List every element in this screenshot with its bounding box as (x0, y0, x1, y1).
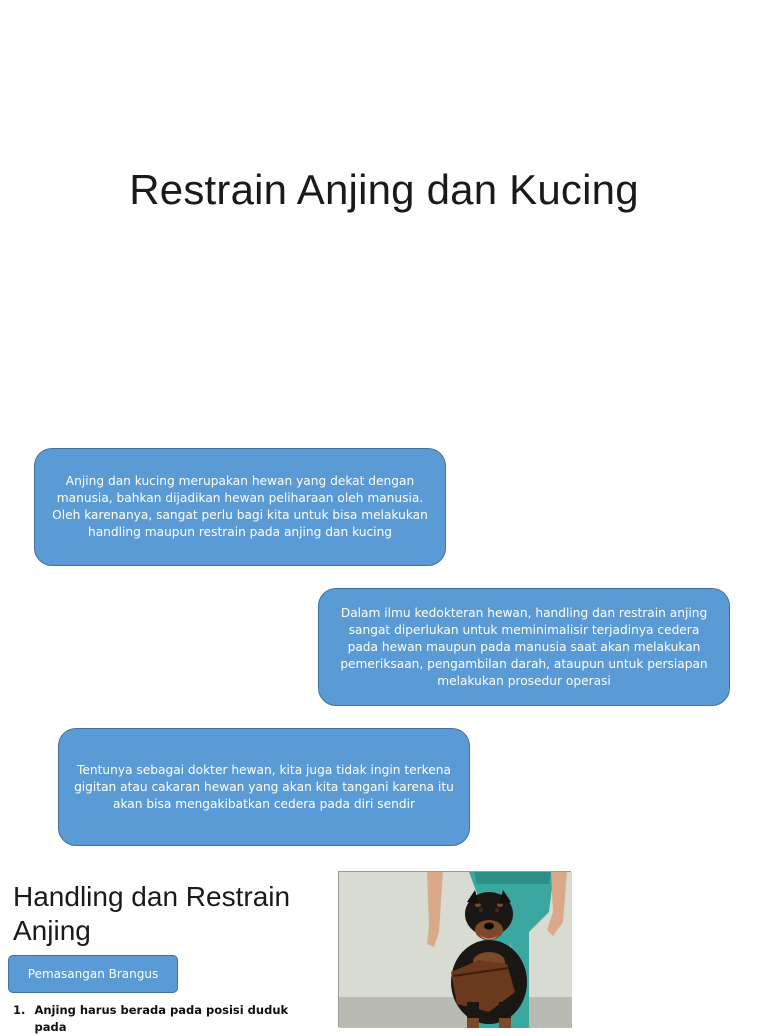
section-heading: Handling dan Restrain Anjing (13, 881, 291, 946)
info-box-2-text: Dalam ilmu kedokteran hewan, handling dan restrain anjing sangat diperlukan untuk meminimalisir terjadinya cedera pada hewan maupun pada manusia saat akan melakukan pemeriksaan, pengambilan darah, ataupun untuk persiapan melakukan prosedur operasi (340, 605, 708, 688)
dog-photo-icon (339, 872, 572, 1028)
brangus-button-label: Pemasangan Brangus (27, 967, 159, 981)
dog-photo (338, 871, 571, 1027)
info-box-1 (34, 448, 446, 566)
info-box-3-text: Tentunya sebagai dokter hewan, kita juga tidak ingin terkena gigitan atau cakaran hewan yang akan kita tangani karena itu akan bisa mengakibatkan cedera pada diri sendir (74, 762, 454, 811)
slide-title: Restrain Anjing dan Kucing (129, 166, 639, 213)
steps-list (13, 1002, 313, 1036)
brangus-button[interactable] (8, 955, 178, 993)
info-box-2 (318, 588, 730, 706)
info-box-3 (58, 728, 470, 846)
list-item (13, 1002, 313, 1036)
info-box-1-text: Anjing dan kucing merupakan hewan yang dekat dengan manusia, bahkan dijadikan hewan peliharaan oleh manusia. Oleh karenanya, sangat perlu bagi kita untuk bisa melakukan handling maupun restrain pada anjing dan kucing (52, 474, 428, 539)
list-item-number: 1. (13, 1003, 26, 1017)
slide-handling (0, 860, 768, 1034)
list-item-text: Anjing harus berada pada posisi duduk pada (34, 1003, 289, 1034)
